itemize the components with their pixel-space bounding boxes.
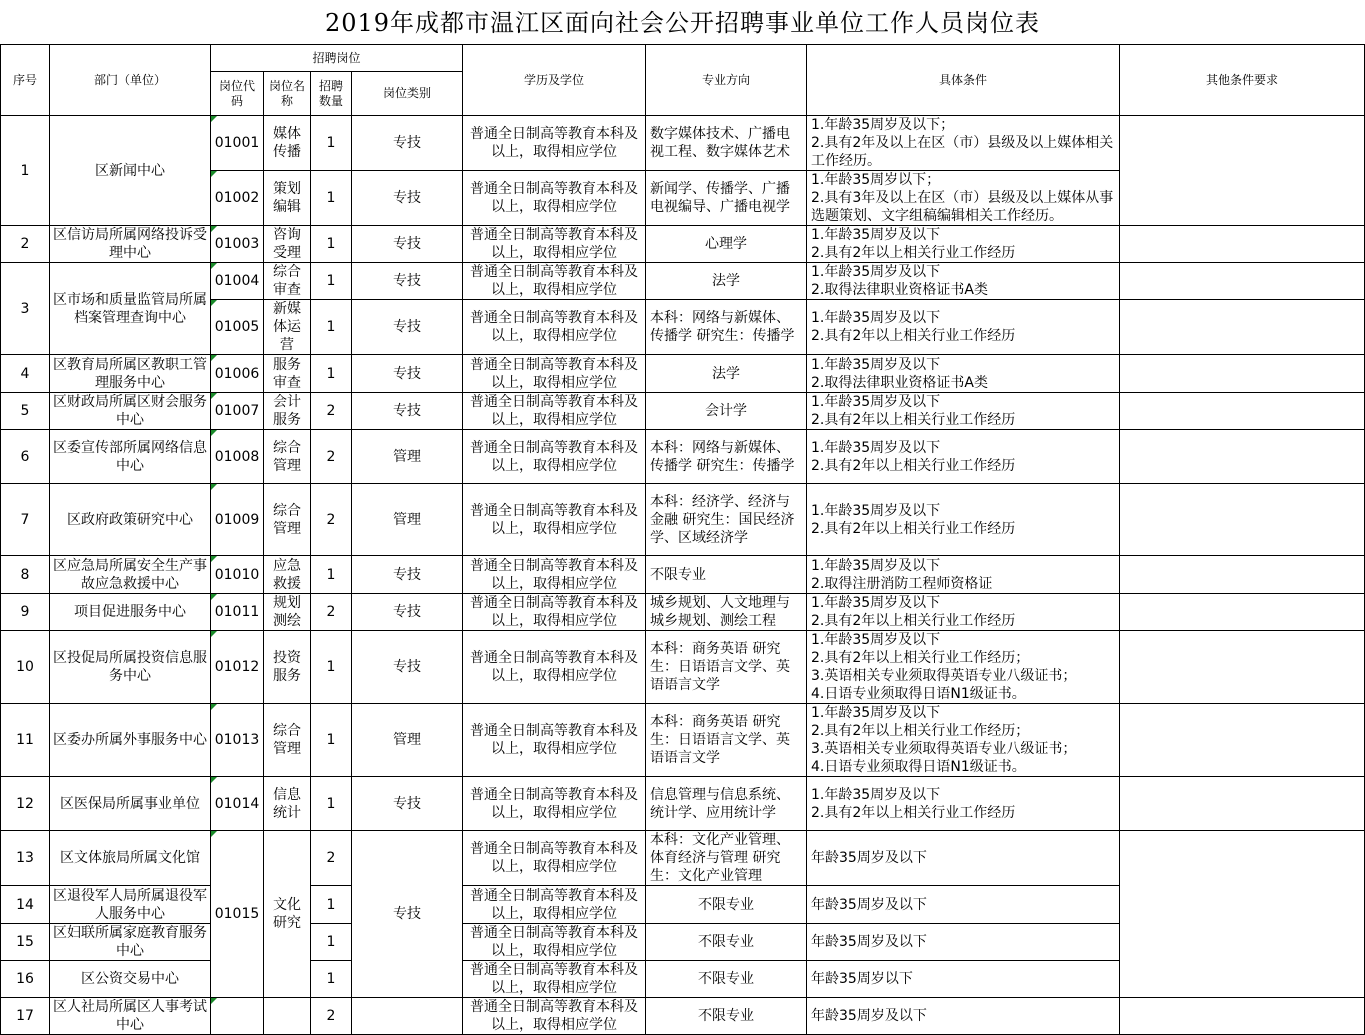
job-table [0, 44, 1365, 1035]
header-other: 其他条件要求 [1120, 45, 1365, 116]
dept-cell: 区公资交易中心 [50, 961, 211, 998]
category-cell: 管理 [352, 430, 463, 484]
edu-cell: 普通全日制高等教育本科及以上，取得相应学位 [463, 393, 646, 430]
category-cell: 管理 [352, 484, 463, 556]
condition-line: 4.日语专业须取得日语N1级证书。 [811, 686, 1026, 702]
category-cell: 专技 [352, 594, 463, 631]
table-row [1, 430, 1365, 484]
other-cell [1120, 631, 1365, 704]
condition-line: 1.年龄35周岁以下； [811, 172, 941, 188]
code-cell: 01010 [211, 556, 264, 594]
condition-line: 年龄35周岁以下 [811, 971, 913, 987]
edu-cell: 普通全日制高等教育本科及以上，取得相应学位 [463, 263, 646, 300]
code-cell: 01001 [211, 116, 264, 171]
name-cell: 咨询受理 [264, 226, 311, 263]
dept-cell: 区新闻中心 [50, 116, 211, 226]
table-row [1, 226, 1365, 263]
category-cell: 专技 [352, 556, 463, 594]
header-edu: 学历及学位 [463, 45, 646, 116]
major-cell: 城乡规划、人文地理与城乡规划、测绘工程 [646, 594, 807, 631]
table-row [1, 484, 1365, 556]
dept-cell: 区文体旅局所属文化馆 [50, 831, 211, 886]
condition-line: 2.具有2年以上相关行业工作经历； [811, 650, 1030, 666]
condition-line: 2.具有2年以上相关行业工作经历 [811, 245, 1016, 261]
name-cell: 规划测绘 [264, 594, 311, 631]
condition-line: 1.年龄35周岁及以下 [811, 439, 941, 456]
condition-line: 1.年龄35周岁及以下 [811, 632, 941, 648]
condition-line: 3.英语相关专业须取得英语专业八级证书； [811, 668, 1077, 684]
edu-cell: 普通全日制高等教育本科及以上，取得相应学位 [463, 171, 646, 226]
name-cell: 应急救援 [264, 556, 311, 594]
conditions-cell [807, 556, 1120, 594]
code-cell: 01004 [211, 263, 264, 300]
seq-cell: 5 [1, 393, 50, 430]
seq-cell: 12 [1, 777, 50, 831]
major-cell: 不限专业 [646, 556, 807, 594]
condition-line: 2.具有2年以上相关行业工作经历 [811, 328, 1016, 344]
page-title: 2019年成都市温江区面向社会公开招聘事业单位工作人员岗位表 [324, 9, 1041, 37]
major-cell: 本科：网络与新媒体、传播学 研究生：传播学 [646, 300, 807, 355]
count-cell: 1 [311, 924, 352, 961]
count-cell: 2 [311, 430, 352, 484]
table-row [1, 556, 1365, 594]
count-cell: 2 [311, 998, 352, 1035]
count-cell: 1 [311, 777, 352, 831]
seq-cell: 14 [1, 886, 50, 924]
other-cell [1120, 430, 1365, 484]
name-cell: 信息统计 [264, 777, 311, 831]
seq-cell: 4 [1, 355, 50, 393]
edu-cell: 普通全日制高等教育本科及以上，取得相应学位 [463, 484, 646, 556]
name-cell: 服务审查 [264, 355, 311, 393]
table-row [1, 393, 1365, 430]
edu-cell: 普通全日制高等教育本科及以上，取得相应学位 [463, 886, 646, 924]
name-cell: 策划编辑 [264, 171, 311, 226]
dept-cell: 区政府政策研究中心 [50, 484, 211, 556]
code-cell: 01005 [211, 300, 264, 355]
other-cell [1120, 393, 1365, 430]
code-cell: 01006 [211, 355, 264, 393]
count-cell: 1 [311, 631, 352, 704]
other-cell [1120, 831, 1365, 998]
conditions-cell [807, 116, 1120, 171]
seq-cell: 1 [1, 116, 50, 226]
conditions-cell [807, 998, 1120, 1035]
conditions-cell [807, 430, 1120, 484]
major-cell: 本科：商务英语 研究生：日语语言文学、英语语言文学 [646, 704, 807, 777]
seq-cell: 9 [1, 594, 50, 631]
seq-cell: 3 [1, 263, 50, 355]
name-cell: 会计服务 [264, 393, 311, 430]
conditions-cell [807, 355, 1120, 393]
code-cell: 01013 [211, 704, 264, 777]
table-row [1, 777, 1365, 831]
table-body [1, 116, 1365, 1035]
category-cell: 专技 [352, 831, 463, 998]
condition-line: 1.年龄35周岁及以下 [811, 595, 941, 611]
name-cell: 新媒体运营 [264, 300, 311, 355]
edu-cell: 普通全日制高等教育本科及以上，取得相应学位 [463, 430, 646, 484]
edu-cell: 普通全日制高等教育本科及以上，取得相应学位 [463, 777, 646, 831]
edu-cell: 普通全日制高等教育本科及以上，取得相应学位 [463, 961, 646, 998]
condition-line: 2.取得注册消防工程师资格证 [811, 575, 993, 592]
category-cell [352, 998, 463, 1035]
condition-line: 2.取得法律职业资格证书A类 [811, 374, 988, 391]
condition-line: 2.具有2年以上相关行业工作经历 [811, 457, 1016, 474]
dept-cell: 区教育局所属区教职工管理服务中心 [50, 355, 211, 393]
table-row [1, 831, 1365, 886]
condition-line: 2.具有2年及以上在区（市）县级及以上媒体相关工作经历。 [811, 135, 1114, 169]
category-cell: 专技 [352, 263, 463, 300]
condition-line: 1.年龄35周岁及以下； [811, 117, 955, 133]
conditions-cell [807, 393, 1120, 430]
conditions-cell [807, 961, 1120, 998]
conditions-cell [807, 171, 1120, 226]
edu-cell: 普通全日制高等教育本科及以上，取得相应学位 [463, 631, 646, 704]
edu-cell: 普通全日制高等教育本科及以上，取得相应学位 [463, 831, 646, 886]
count-cell: 1 [311, 226, 352, 263]
header-major: 专业方向 [646, 45, 807, 116]
dept-cell: 区信访局所属网络投诉受理中心 [50, 226, 211, 263]
condition-line: 1.年龄35周岁及以下 [811, 310, 941, 326]
other-cell [1120, 226, 1365, 263]
name-cell: 综合审查 [264, 263, 311, 300]
seq-cell: 2 [1, 226, 50, 263]
major-cell: 心理学 [646, 226, 807, 263]
count-cell: 2 [311, 393, 352, 430]
table-row [1, 631, 1365, 704]
major-cell: 法学 [646, 263, 807, 300]
seq-cell: 11 [1, 704, 50, 777]
edu-cell: 普通全日制高等教育本科及以上，取得相应学位 [463, 355, 646, 393]
condition-line: 3.英语相关专业须取得英语专业八级证书； [811, 741, 1077, 757]
major-cell: 信息管理与信息系统、统计学、应用统计学 [646, 777, 807, 831]
dept-cell: 区人社局所属区人事考试中心 [50, 998, 211, 1035]
seq-cell: 16 [1, 961, 50, 998]
count-cell: 1 [311, 300, 352, 355]
seq-cell: 10 [1, 631, 50, 704]
condition-line: 年龄35周岁及以下 [811, 850, 927, 866]
other-cell [1120, 116, 1365, 226]
count-cell: 1 [311, 116, 352, 171]
category-cell: 管理 [352, 704, 463, 777]
name-cell [264, 998, 311, 1035]
conditions-cell [807, 484, 1120, 556]
condition-line: 2.具有2年以上相关行业工作经历 [811, 412, 1016, 428]
table-row [1, 263, 1365, 300]
edu-cell: 普通全日制高等教育本科及以上，取得相应学位 [463, 300, 646, 355]
code-cell: 01012 [211, 631, 264, 704]
name-cell: 投资服务 [264, 631, 311, 704]
category-cell: 专技 [352, 226, 463, 263]
category-cell: 专技 [352, 631, 463, 704]
edu-cell: 普通全日制高等教育本科及以上，取得相应学位 [463, 704, 646, 777]
seq-cell: 8 [1, 556, 50, 594]
table-row [1, 355, 1365, 393]
name-cell: 媒体传播 [264, 116, 311, 171]
table-row [1, 116, 1365, 171]
dept-cell: 区投促局所属投资信息服务中心 [50, 631, 211, 704]
dept-cell: 区妇联所属家庭教育服务中心 [50, 924, 211, 961]
conditions-cell [807, 886, 1120, 924]
condition-line: 1.年龄35周岁及以下 [811, 557, 941, 574]
conditions-cell [807, 263, 1120, 300]
count-cell: 1 [311, 556, 352, 594]
condition-line: 2.取得法律职业资格证书A类 [811, 282, 988, 298]
major-cell: 本科：网络与新媒体、传播学 研究生：传播学 [646, 430, 807, 484]
other-cell [1120, 998, 1365, 1035]
code-cell: 01009 [211, 484, 264, 556]
conditions-cell [807, 924, 1120, 961]
count-cell: 1 [311, 961, 352, 998]
code-cell: 01007 [211, 393, 264, 430]
condition-line: 1.年龄35周岁及以下 [811, 502, 941, 519]
dept-cell: 区退役军人局所属退役军人服务中心 [50, 886, 211, 924]
header-count: 招聘数量 [311, 72, 352, 116]
conditions-cell [807, 831, 1120, 886]
condition-line: 4.日语专业须取得日语N1级证书。 [811, 759, 1026, 775]
conditions-cell [807, 226, 1120, 263]
count-cell: 1 [311, 886, 352, 924]
dept-cell: 项目促进服务中心 [50, 594, 211, 631]
edu-cell: 普通全日制高等教育本科及以上，取得相应学位 [463, 226, 646, 263]
category-cell: 专技 [352, 300, 463, 355]
count-cell: 2 [311, 484, 352, 556]
dept-cell: 区财政局所属区财会服务中心 [50, 393, 211, 430]
condition-line: 1.年龄35周岁及以下 [811, 227, 941, 243]
category-cell: 专技 [352, 777, 463, 831]
major-cell: 不限专业 [646, 998, 807, 1035]
condition-line: 2.具有2年以上相关行业工作经历； [811, 723, 1030, 739]
conditions-cell [807, 631, 1120, 704]
header-name: 岗位名称 [264, 72, 311, 116]
edu-cell: 普通全日制高等教育本科及以上，取得相应学位 [463, 556, 646, 594]
header-category: 岗位类别 [352, 72, 463, 116]
seq-cell: 6 [1, 430, 50, 484]
conditions-cell [807, 777, 1120, 831]
other-cell [1120, 594, 1365, 631]
edu-cell: 普通全日制高等教育本科及以上，取得相应学位 [463, 998, 646, 1035]
header-conditions: 具体条件 [807, 45, 1120, 116]
condition-line: 1.年龄35周岁及以下 [811, 394, 941, 410]
seq-cell: 17 [1, 998, 50, 1035]
condition-line: 1.年龄35周岁及以下 [811, 356, 941, 373]
code-cell: 01003 [211, 226, 264, 263]
major-cell: 会计学 [646, 393, 807, 430]
condition-line: 1.年龄35周岁及以下 [811, 264, 941, 280]
count-cell: 1 [311, 704, 352, 777]
name-cell: 文化研究 [264, 831, 311, 998]
condition-line: 2.具有3年及以上在区（市）县级及以上媒体从事选题策划、文字组稿编辑相关工作经历。 [811, 190, 1114, 224]
major-cell: 不限专业 [646, 961, 807, 998]
condition-line: 1.年龄35周岁及以下 [811, 705, 941, 721]
code-cell [211, 998, 264, 1035]
condition-line: 2.具有2年以上相关行业工作经历 [811, 804, 1016, 821]
other-cell [1120, 300, 1365, 355]
count-cell: 1 [311, 263, 352, 300]
dept-cell: 区市场和质量监管局所属档案管理查询中心 [50, 263, 211, 355]
code-cell: 01011 [211, 594, 264, 631]
dept-cell: 区委办所属外事服务中心 [50, 704, 211, 777]
conditions-cell [807, 594, 1120, 631]
code-cell: 01008 [211, 430, 264, 484]
seq-cell: 7 [1, 484, 50, 556]
header-dept: 部门（单位） [50, 45, 211, 116]
condition-line: 1.年龄35周岁及以下 [811, 786, 941, 803]
table-row [1, 594, 1365, 631]
code-cell: 01015 [211, 831, 264, 998]
major-cell: 新闻学、传播学、广播电视编导、广播电视学 [646, 171, 807, 226]
major-cell: 本科：文化产业管理、体育经济与管理 研究生：文化产业管理 [646, 831, 807, 886]
edu-cell: 普通全日制高等教育本科及以上，取得相应学位 [463, 924, 646, 961]
name-cell: 综合管理 [264, 704, 311, 777]
condition-line: 2.具有2年以上相关行业工作经历 [811, 520, 1016, 537]
header-seq: 序号 [1, 45, 50, 116]
major-cell: 不限专业 [646, 886, 807, 924]
conditions-cell [807, 704, 1120, 777]
major-cell: 本科：经济学、经济与金融 研究生：国民经济学、区域经济学 [646, 484, 807, 556]
edu-cell: 普通全日制高等教育本科及以上，取得相应学位 [463, 594, 646, 631]
category-cell: 专技 [352, 393, 463, 430]
table-row [1, 998, 1365, 1035]
name-cell: 综合管理 [264, 430, 311, 484]
name-cell: 综合管理 [264, 484, 311, 556]
seq-cell: 13 [1, 831, 50, 886]
count-cell: 1 [311, 355, 352, 393]
dept-cell: 区委宣传部所属网络信息中心 [50, 430, 211, 484]
other-cell [1120, 355, 1365, 393]
category-cell: 专技 [352, 355, 463, 393]
condition-line: 年龄35周岁及以下 [811, 934, 927, 950]
seq-cell: 15 [1, 924, 50, 961]
header-code: 岗位代码 [211, 72, 264, 116]
other-cell [1120, 484, 1365, 556]
major-cell: 本科：商务英语 研究生：日语语言文学、英语语言文学 [646, 631, 807, 704]
dept-cell: 区医保局所属事业单位 [50, 777, 211, 831]
condition-line: 年龄35周岁及以下 [811, 896, 927, 913]
other-cell [1120, 704, 1365, 777]
condition-line: 2.具有2年以上相关行业工作经历 [811, 613, 1016, 629]
count-cell: 2 [311, 594, 352, 631]
other-cell [1120, 556, 1365, 594]
category-cell: 专技 [352, 171, 463, 226]
header-group: 招聘岗位 [211, 45, 463, 72]
table-row [1, 704, 1365, 777]
count-cell: 1 [311, 171, 352, 226]
edu-cell: 普通全日制高等教育本科及以上，取得相应学位 [463, 116, 646, 171]
other-cell [1120, 777, 1365, 831]
conditions-cell [807, 300, 1120, 355]
major-cell: 法学 [646, 355, 807, 393]
dept-cell: 区应急局所属安全生产事故应急救援中心 [50, 556, 211, 594]
code-cell: 01014 [211, 777, 264, 831]
category-cell: 专技 [352, 116, 463, 171]
code-cell: 01002 [211, 171, 264, 226]
count-cell: 2 [311, 831, 352, 886]
condition-line: 年龄35周岁及以下 [811, 1008, 927, 1024]
major-cell: 数字媒体技术、广播电视工程、数字媒体艺术 [646, 116, 807, 171]
other-cell [1120, 263, 1365, 300]
major-cell: 不限专业 [646, 924, 807, 961]
